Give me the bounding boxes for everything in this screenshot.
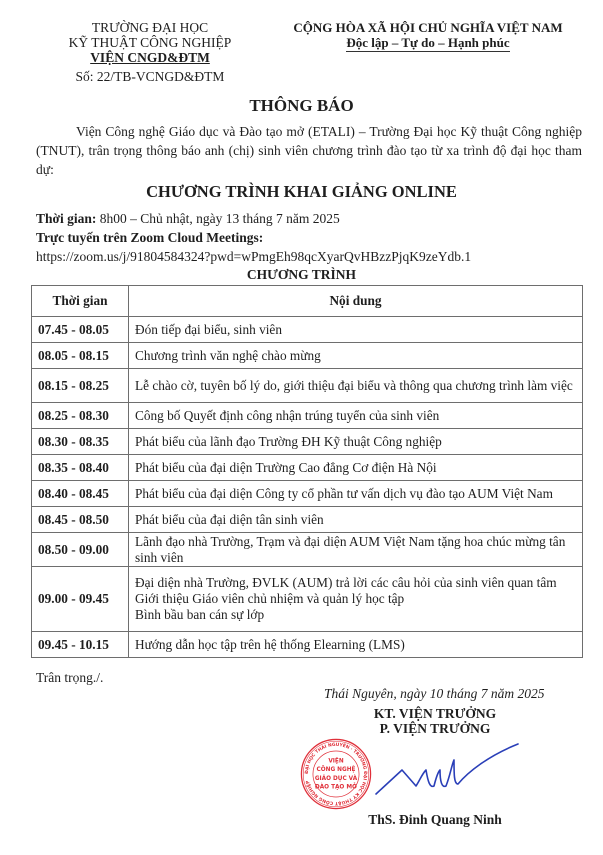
schedule-time: 08.35 - 08.40 [32, 455, 129, 481]
schedule-content [129, 533, 583, 567]
stamp-center-line: CÔNG NGHỆ [316, 767, 356, 774]
schedule-content-line: Công bố Quyết định công nhận trúng tuyển của sinh viên [135, 407, 440, 423]
official-stamp [300, 738, 372, 810]
schedule-row [32, 567, 583, 632]
schedule-content-line: Đại diện nhà Trường, ĐVLK (AUM) trả lời các câu hỏi của sinh viên quan tâm [135, 575, 557, 590]
schedule-content [129, 481, 583, 507]
event-time-value: 8h00 – Chủ nhật, ngày 13 tháng 7 năm 2025 [96, 211, 340, 226]
schedule-row [32, 481, 583, 507]
schedule-time: 08.30 - 08.35 [32, 429, 129, 455]
schedule-time: 08.15 - 08.25 [32, 369, 129, 403]
event-time-label: Thời gian: [36, 211, 97, 226]
stamp-ring-text: ĐẠI HỌC THÁI NGUYÊN · TRƯỜNG ĐẠI HỌC KỸ THUẬT CÔNG NGHIỆP [304, 742, 368, 806]
university-line-1: TRƯỜNG ĐẠI HỌC [91, 20, 209, 35]
schedule-content [129, 507, 583, 533]
schedule-content [129, 567, 583, 632]
schedule-content-line: Chương trình văn nghệ chào mừng [135, 347, 321, 363]
schedule-content-line: Phát biểu của đại diện tân sinh viên [135, 511, 324, 527]
schedule-content [129, 317, 583, 343]
event-time [36, 210, 340, 227]
place-date: Thái Nguyên, ngày 10 tháng 7 năm 2025 [324, 686, 545, 701]
schedule-content [129, 455, 583, 481]
schedule-content-line: Giới thiệu Giáo viên chủ nhiệm và quản lý học tập [135, 591, 405, 606]
schedule-row [32, 455, 583, 481]
schedule-header-row [32, 286, 583, 317]
zoom-link[interactable]: https://zoom.us/j/91804584324?pwd=wPmgEh98qcXyarQvHBzzPjqK9zeYdb.1 [36, 249, 472, 264]
schedule-time: 08.25 - 08.30 [32, 403, 129, 429]
program-title: CHƯƠNG TRÌNH KHAI GIẢNG ONLINE [146, 182, 457, 201]
schedule-time: 09.00 - 09.45 [32, 567, 129, 632]
schedule-content-line: Phát biểu của đại diện Công ty cổ phần tư vấn dịch vụ đào tạo AUM Việt Nam [135, 485, 553, 501]
document-number: Số: 22/TB-VCNGD&ĐTM [75, 69, 225, 84]
header-left [30, 20, 270, 84]
signature-title-line-1: KT. VIỆN TRƯỞNG [373, 706, 497, 721]
handwritten-signature [372, 740, 522, 806]
schedule-time: 07.45 - 08.05 [32, 317, 129, 343]
schedule-row [32, 429, 583, 455]
schedule-content [129, 429, 583, 455]
header-content: Nội dung [129, 286, 583, 317]
schedule-content-line: Hướng dẫn học tập trên hệ thống Elearning (LMS) [135, 636, 405, 652]
schedule-content-line: Phát biểu của đại diện Trường Cao đẳng Cơ điện Hà Nội [135, 459, 437, 475]
document-title: THÔNG BÁO [249, 96, 354, 115]
header-right [262, 20, 594, 52]
stamp-center-line: GIÁO DỤC VÀ [314, 775, 358, 782]
schedule-content-line: Phát biểu của lãnh đạo Trường ĐH Kỹ thuật Công nghiệp [135, 433, 442, 449]
stamp-center-line: ĐÀO TẠO MỞ [314, 784, 358, 791]
stamp-center-line: VIỆN [328, 758, 344, 765]
schedule-row [32, 507, 583, 533]
schedule-row [32, 369, 583, 403]
schedule-content-line: Lễ chào cờ, tuyên bố lý do, giới thiệu đại biểu và thông qua chương trình làm việc [135, 377, 573, 393]
nation-title: CỘNG HÒA XÃ HỘI CHỦ NGHĨA VIỆT NAM [293, 20, 563, 35]
header-time: Thời gian [32, 286, 129, 317]
schedule-row [32, 343, 583, 369]
schedule-time: 08.05 - 08.15 [32, 343, 129, 369]
schedule-content [129, 343, 583, 369]
online-label [36, 229, 263, 246]
schedule-table [31, 285, 583, 658]
signer-name: ThS. Đinh Quang Ninh [368, 812, 502, 827]
schedule-row [32, 403, 583, 429]
schedule-time: 08.40 - 08.45 [32, 481, 129, 507]
closing-text: Trân trọng./. [36, 670, 104, 685]
schedule-title: CHƯƠNG TRÌNH [246, 267, 357, 282]
schedule-time: 08.45 - 08.50 [32, 507, 129, 533]
schedule-content-line: Đón tiếp đại biểu, sinh viên [135, 321, 282, 337]
schedule-content [129, 632, 583, 658]
schedule-content [129, 403, 583, 429]
schedule-row [32, 533, 583, 567]
schedule-row [32, 317, 583, 343]
signature-title [330, 706, 540, 736]
schedule-content [129, 369, 583, 403]
signature-title-line-2: P. VIỆN TRƯỞNG [379, 721, 491, 736]
stamp-outer-ring [301, 739, 370, 808]
institute-name: VIỆN CNGD&ĐTM [90, 50, 210, 65]
schedule-time: 09.45 - 10.15 [32, 632, 129, 658]
intro-paragraph: Viện Công nghệ Giáo dục và Đào tạo mở (ETALI) – Trường Đại học Kỹ thuật Công nghiệp (TNUT), trân trọng thông báo anh (chị) sinh viên chương trình đào tạo từ xa trình độ đại học tham dự: [36, 124, 582, 177]
schedule-time: 08.50 - 09.00 [32, 533, 129, 567]
online-label-text: Trực tuyến trên Zoom Cloud Meetings: [36, 230, 264, 245]
schedule-content-line: Lãnh đạo nhà Trường, Trạm và đại diện AUM Việt Nam tặng hoa chúc mừng tân sinh viên [135, 533, 566, 565]
schedule-content-line: Bình bầu ban cán sự lớp [135, 607, 265, 622]
university-line-2: KỸ THUẬT CÔNG NGHIỆP [68, 35, 232, 50]
national-motto: Độc lập – Tự do – Hạnh phúc [346, 35, 510, 50]
schedule-row [32, 632, 583, 658]
